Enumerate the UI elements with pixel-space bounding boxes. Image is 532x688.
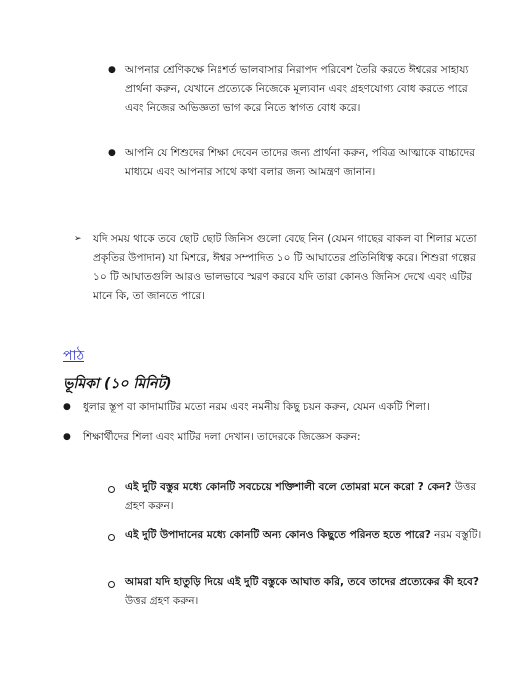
circle-bullet-icon (108, 581, 115, 588)
arrow-bullet-icon: ➢ (74, 234, 82, 244)
question-text: আমরা যদি হাতুড়ি দিয়ে এই দুটি বস্তুকে আঘাত করি, তবে তাদের প্রত্যেকের কী হবে? (125, 576, 479, 588)
question-text: এই দুটি উপাদানের মধ্যে কোনটি অন্য কোনও কিছুতে পরিনত হতে পারে? (125, 529, 431, 541)
answer-text: নরম বস্তুটি। (430, 529, 482, 541)
question-item (125, 573, 485, 611)
lesson-link[interactable]: পাঠ (63, 348, 85, 364)
circle-bullet-icon (108, 486, 115, 493)
answer-text: উত্তর গ্রহণ করুন। (125, 481, 477, 512)
question-item (125, 478, 485, 516)
answer-text: উত্তর গ্রহণ করুন। (125, 595, 199, 607)
bullet-text: ধুলার স্তূপ বা কাদামাটির মতো নরম এবং নমনীয় কিছু চয়ন করুন, যেমন একটি শিলা। (83, 401, 430, 413)
bullet-dot: ● (108, 148, 116, 158)
bullet-dot: ● (108, 65, 116, 75)
bullet-text: আপনার শ্রেণিকক্ষে নিঃশর্ত ভালবাসার নিরাপদ পরিবেশ তৈরি করতে ঈশ্বরের সাহায্য প্রার্থনা করুন, যেখানে প্রত্যেকে নিজেকে মূল্যবান এবং গ্রহণযোগ্য বোধ করতে পারে এবং নিজের অভিজ্ঞতা ভাগ করে নিতে স্বাগত বোধ করে। (125, 64, 469, 114)
bullet-text: শিক্ষার্থীদের শিলা এবং মাটির দলা দেখান। তাদেরকে জিজ্ঞেস করুন: (83, 431, 361, 443)
question-item (125, 526, 485, 545)
circle-bullet-icon (108, 534, 115, 541)
bullet-dot: ● (63, 402, 71, 412)
question-text: এই দুটি বস্তুর মধ্যে কোনটি সবচেয়ে শক্তিশালী বলে তোমরা মনে করো ? কেন? (125, 481, 452, 493)
bullet-dot: ● (63, 432, 71, 442)
section-heading: ভূমিকা (১০ মিনিট) (63, 376, 172, 392)
bullet-text: আপনি যে শিশুদের শিক্ষা দেবেন তাদের জন্য প্রার্থনা করুন, পবিত্র আত্মাকে বাচ্চাদের মাধ্যমে এবং আপনার সাথে কথা বলার জন্য আমন্ত্রণ জানান। (125, 147, 475, 178)
arrow-paragraph: যদি সময় থাকে তবে ছোট ছোট জিনিস গুলো বেছে নিন (যেমন গাছের বাকল বা শিলার মতো প্রকৃতির উপাদান) যা মিশরে, ঈশ্বর সম্পাদিত ১০ টি আঘাতের প্রতিনিধিত্ব করে। শিশুরা গল্পের ১০ টি আঘাতগুলি আরও ভালভাবে স্মরণ করবে যদি তারা কোনও জিনিস দেখে এবং এটির মানে কি, তা জানতে পারে। (93, 233, 477, 302)
